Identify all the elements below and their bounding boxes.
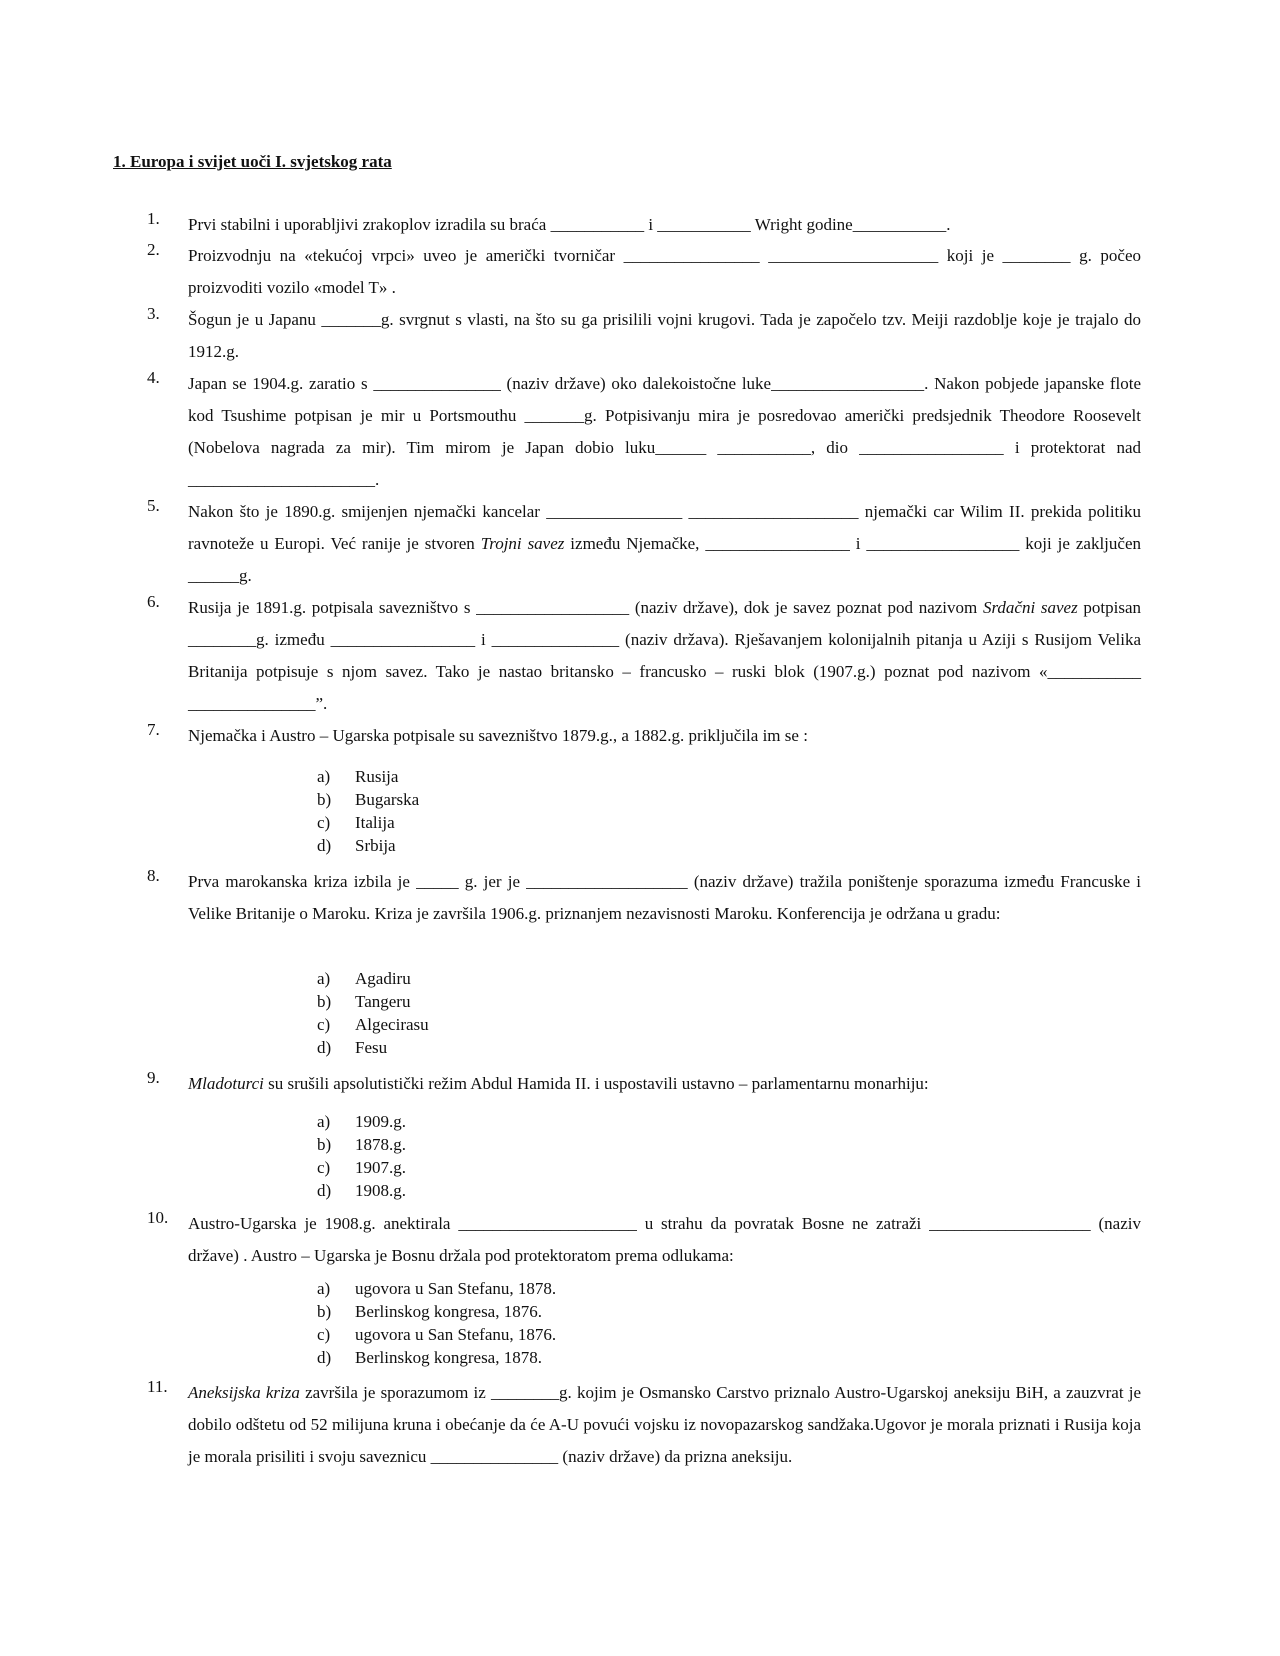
question-number: 1. <box>147 209 160 228</box>
option-c: c) 1907.g. <box>317 1158 406 1177</box>
option-a: a) 1909.g. <box>317 1112 406 1131</box>
question-text: Aneksijska kriza završila je sporazumom iz ________g. kojim je Osmansko Carstvo priznalo Austro-Ugarskoj aneksiju BiH, a zauzvrat je dobilo odštetu od 52 milijuna kruna i obećanje da će A-U povući vojsku iz novopazarskog sandžaka.Ugovor je morala priznati i Rusija koja je morala prisiliti i svoju saveznicu _______________ (naziv države) da prizna aneksiju. <box>188 1383 1142 1466</box>
option-a: a) Agadiru <box>317 969 411 988</box>
option-d: d) Berlinskog kongresa, 1878. <box>317 1348 542 1367</box>
question-text: Austro-Ugarska je 1908.g. anektirala _____________________ u strahu da povratak Bosne ne zatraži ___________________ (naziv države) . Austro – Ugarska je Bosnu držala pod protektoratom prema odlukama: <box>188 1214 1141 1265</box>
options-list <box>317 967 429 1059</box>
option-d: d) 1908.g. <box>317 1181 406 1200</box>
question-text: Rusija je 1891.g. potpisala savezništvo s __________________ (naziv države), dok je savez poznat pod nazivom Srdačni savez potpisan ________g. između _________________ i _______________ (naziv država). Rješavanjem kolonijalnih pitanja u Aziji s Rusijom Velika Britanija potpisuje s njom savez. Tako je nastao britansko – francusko – ruski blok (1907.g.) poznat pod nazivom «___________ _______________”. <box>188 598 1142 713</box>
options-list <box>317 1277 556 1369</box>
question-number: 4. <box>147 368 160 387</box>
emphasis: Mladoturci <box>188 1074 264 1093</box>
option-b: b) Berlinskog kongresa, 1876. <box>317 1302 542 1321</box>
options-list <box>317 1110 406 1202</box>
question-text: Šogun je u Japanu _______g. svrgnut s vlasti, na što su ga prisilili vojni krugovi. Tada je započelo tzv. Meiji razdoblje koje je trajalo do 1912.g. <box>188 310 1141 361</box>
question-number: 5. <box>147 496 160 515</box>
question-text: Prvi stabilni i uporabljivi zrakoplov izradila su braća ___________ i ___________ Wright godine___________. <box>188 215 951 234</box>
option-a: a) Rusija <box>317 767 399 786</box>
emphasis: Srdačni savez <box>982 598 1078 617</box>
emphasis: Trojni savez <box>480 534 565 553</box>
question-number: 9. <box>147 1068 160 1087</box>
question-text: Japan se 1904.g. zaratio s _______________ (naziv države) oko dalekoistočne luke__________________. Nakon pobjede japanske flote kod Tsushime potpisan je mir u Portsmouthu _______g. Potpisivanju mira je posredovao američki predsjednik Theodore Roosevelt (Nobelova nagrada za mir). Tim mirom je Japan dobio luku______ ___________, dio _________________ i protektorat nad ______________________. <box>188 374 1141 489</box>
options-list <box>317 765 419 857</box>
option-c: c) Italija <box>317 813 395 832</box>
question-number: 3. <box>147 304 160 323</box>
emphasis: Aneksijska kriza <box>188 1383 300 1402</box>
option-b: b) Bugarska <box>317 790 420 809</box>
question-number: 11. <box>147 1377 168 1396</box>
question-number: 6. <box>147 592 160 611</box>
option-a: a) ugovora u San Stefanu, 1878. <box>317 1279 557 1298</box>
section-title: 1. Europa i svijet uoči I. svjetskog rata <box>113 152 392 171</box>
question-number: 2. <box>147 240 160 259</box>
question-text: Prva marokanska kriza izbila je _____ g. jer je ___________________ (naziv države) tražila poništenje sporazuma između Francuske i Velike Britanije o Maroku. Kriza je završila 1906.g. priznanjem nezavisnosti Maroku. Konferencija je održana u gradu: <box>188 872 1141 923</box>
question-number: 10. <box>147 1208 169 1227</box>
question-text: Njemačka i Austro – Ugarska potpisale su savezništvo 1879.g., a 1882.g. priključila im se : <box>188 726 808 745</box>
option-d: d) Srbija <box>317 836 396 855</box>
option-b: b) 1878.g. <box>317 1135 406 1154</box>
question-number: 7. <box>147 720 160 739</box>
question-text: Nakon što je 1890.g. smijenjen njemački kancelar ________________ ____________________ njemački car Wilim II. prekida politiku ravnoteže u Europi. Već ranije je stvoren Trojni savez između Njemačke, _________________ i __________________ koji je zaključen ______g. <box>188 502 1141 585</box>
question-number: 8. <box>147 866 160 885</box>
question-text: Proizvodnju na «tekućoj vrpci» uveo je američki tvorničar ________________ ____________________ koji je ________ g. počeo proizvoditi vozilo «model T» . <box>188 246 1141 297</box>
option-c: c) ugovora u San Stefanu, 1876. <box>317 1325 557 1344</box>
option-b: b) Tangeru <box>317 992 411 1011</box>
option-d: d) Fesu <box>317 1038 388 1057</box>
question-text: Mladoturci su srušili apsolutistički režim Abdul Hamida II. i uspostavili ustavno – parlamentarnu monarhiju: <box>188 1074 929 1093</box>
option-c: c) Algecirasu <box>317 1015 429 1034</box>
